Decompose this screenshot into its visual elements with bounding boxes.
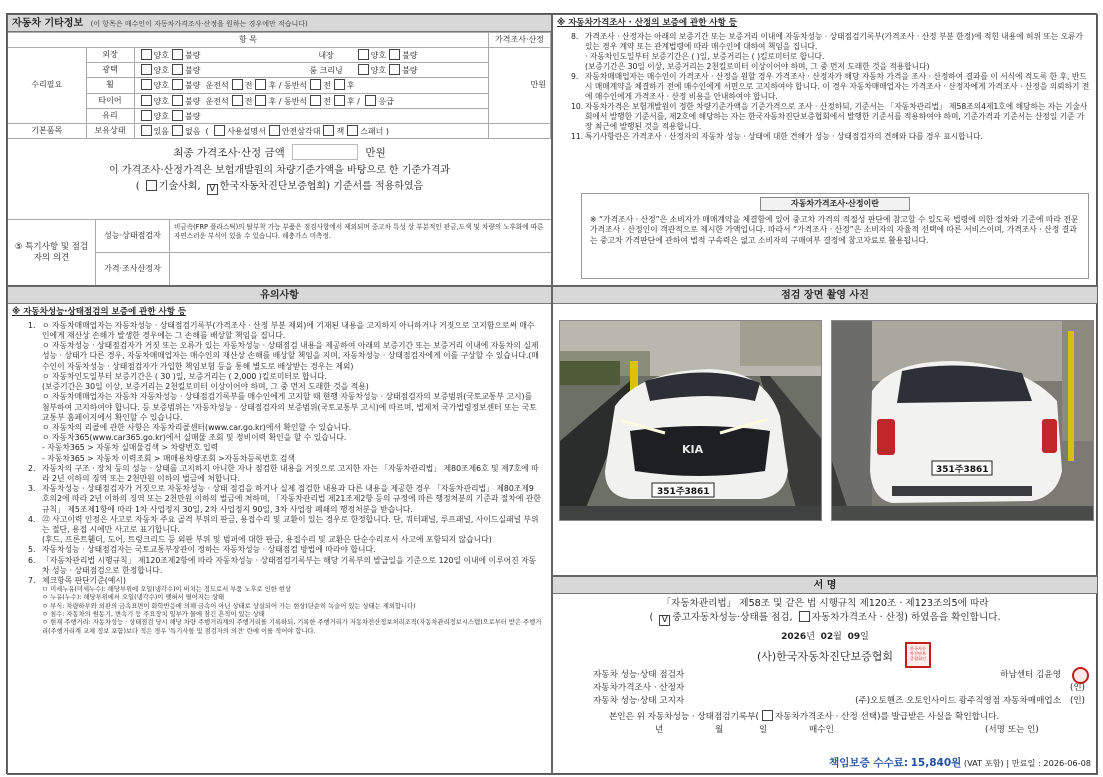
checkbox[interactable]	[389, 49, 400, 60]
warranty-price-item: · 자동차인도일부터 보증기간은 ( )일, 보증거리는 ( )킬로미터로 합니다.	[585, 51, 825, 61]
repair-group: 수리필요	[8, 48, 86, 124]
special-label: ⑤ 특기사항 및 점검자의 의견	[8, 220, 96, 286]
signature-confirm-line: ( V 중고자동차성능·상태를 점검, 자동차가격조사 · 산정) 하였음을 확인합니다.	[649, 612, 1001, 626]
checkbox[interactable]	[172, 79, 183, 90]
notice-item: ㅇ 자동차365(www.car365.go.kr)에서 실매물 조회 및 정비이력 확인을 할 수 있습니다.	[42, 433, 347, 443]
fee-label: 책임보증 수수료:	[829, 756, 908, 769]
org-seal: 한국자동차진단보증협회인	[905, 642, 931, 668]
basic-group: 기본품목	[8, 124, 86, 139]
final-price-row: 최종 가격조사·산정 금액 만원	[8, 144, 551, 160]
criteria-item: ㅇ 누유(누수): 해당부위에서 오일(냉각수)이 맺혀서 떨어지는 상태	[42, 594, 225, 602]
checkbox-checked[interactable]: V	[207, 184, 218, 195]
notice-item: 4. ㉒ 사고이력 인정은 사고로 자동차 주요 골격 부위의 판금, 용접수리 및 교환이 있는 경우로 한정합니다. 단, 쿼터패널, 루프패널, 사이드실패널 부위는 절단, 용접 시에만 사고로 표기합니다.	[28, 514, 539, 534]
checkbox[interactable]	[365, 95, 376, 106]
photo-panel	[552, 286, 1098, 576]
notice-item: - 자동차365 > 자동차 이력조회 > 매매용차량조회 >자동차등록번호 검색	[42, 453, 295, 463]
signature-rows	[553, 670, 1097, 709]
tire-options: 양호 불량 운전석 전 후 / 동반석 전 후 / 응급	[134, 93, 489, 108]
checkbox[interactable]	[141, 95, 152, 106]
checkbox[interactable]	[232, 95, 243, 106]
inspector-stamp	[1072, 667, 1089, 684]
signature-header: 서 명	[553, 577, 1097, 594]
buyer-label: 매수인	[809, 724, 834, 735]
front-brand-logo: KIA	[682, 443, 704, 456]
signature-row: 자동차 성능·상태 고지자 (주)오토핸즈 오토인사이드 광주직영점 자동차매매업소 (인)	[593, 695, 1085, 706]
checkbox[interactable]	[141, 79, 152, 90]
gloss-options: 양호 불량 룸 크리닝 양호 불량	[134, 63, 489, 78]
checkbox[interactable]	[172, 125, 183, 136]
fee-row: 책임보증 수수료: 15,840원 (VAT 포함) | 만료일 : 2026-06-08	[829, 756, 1091, 769]
glass-options: 양호 불량	[134, 108, 489, 123]
warranty-price-panel	[552, 14, 1098, 286]
checkbox[interactable]	[323, 125, 334, 136]
expiry-date: 만료일 : 2026-06-08	[1011, 757, 1091, 768]
notice-item: ㅇ 자동차인도일부터 보증기간은 ( 30 )일, 보증거리는 ( 2,000 )킬로미터로 합니다.	[42, 371, 328, 381]
exterior-label: 외장	[86, 48, 134, 63]
wheel-label: 휠	[86, 78, 134, 93]
checkbox[interactable]	[141, 110, 152, 121]
buyer-sign-row: 년 월 일 매수인 (서명 또는 인)	[655, 724, 1039, 735]
wheel-options: 양호 불량 운전석 전 후 / 동반석 전 후	[134, 78, 489, 93]
warranty-price-item: (보증기간은 30일 이상, 보증거리는 2천킬로미터 이상이어야 하며, 그 중 먼저 도래한 것을 적용합니다)	[585, 61, 930, 71]
tire-label: 타이어	[86, 93, 134, 108]
notice-item: (보증기간은 30일 이상, 보증거리는 2천킬로미터 이상이어야 하며, 그 중 먼저 도래한 것을 적용)	[42, 382, 369, 392]
checkbox[interactable]	[172, 110, 183, 121]
checkbox[interactable]	[146, 180, 157, 191]
car-info-title: 자동차 기타정보	[12, 18, 84, 29]
car-info-note: (이 항목은 매수인이 자동차가격조사·산정을 원하는 경우에만 적습니다)	[90, 20, 308, 28]
checkbox[interactable]	[172, 95, 183, 106]
checkbox[interactable]	[172, 64, 183, 75]
criteria-item: ㅇ 침수: 자동차의 원동기, 변속기 등 주요장치 일부가 물에 잠긴 흔적이 있는 상태	[42, 611, 265, 619]
checkbox[interactable]	[141, 49, 152, 60]
notice-item: (후드, 프론트휀더, 도어, 트렁크리드 등 외판 부위 및 범퍼에 대한 판금, 용접수리 및 교환은 단순수리로서 사고에 포함되지 않습니다)	[42, 535, 492, 545]
fee-value: 15,840원	[910, 756, 962, 769]
checkbox[interactable]	[334, 95, 345, 106]
notice-item: - 자동차365 > 자동차 실매물검색 > 차량번호 입력	[42, 443, 219, 453]
checkbox[interactable]	[334, 79, 345, 90]
front-plate: 351주3861	[657, 487, 710, 497]
warranty-price-items	[553, 32, 1097, 142]
possession-options: 있음 없음 ( 사용설명서 안전삼각대 잭 스패너 )	[134, 124, 489, 139]
notice-item: 1. ㅇ 자동차매매업자는 자동차성능 · 상태점검기록부(가격조사 · 산정 부분 제외)에 기재된 내용을 고지하지 아니하거나 거짓으로 고지함으로써 매수인에게 재산상 손해가 발생한 경우에는 그 손해를 배상할 책임을 집니다.	[28, 320, 535, 341]
notice-item: 5. 자동차성능 · 상태점검자는 국토교통부장관이 정하는 자동차성능 · 상태점검 방법에 따라야 합니다.	[28, 545, 376, 555]
inspection-document	[6, 13, 1097, 774]
notice-header: 유의사항	[8, 287, 551, 304]
checkbox[interactable]	[141, 125, 152, 136]
pricer-label: 가격·조사산정자	[96, 253, 170, 286]
price-definition-box	[581, 193, 1089, 279]
signature-date: 2026년 02월 09일	[781, 632, 869, 643]
warranty-price-item: 11. 특기사항란은 가격조사 · 산정자의 자동차 성능 · 상태에 대한 견해가 성능 · 상태점검자의 견해와 다를 경우 표시합니다.	[571, 131, 983, 141]
interior-label: 내장	[318, 51, 334, 60]
car-info-panel	[7, 14, 552, 286]
criteria-item: ㅇ 부식: 차량하부와 외판의 금속표면이 화학반응에 의해 금속이 아닌 상태로 상실되어 가는 현상(단순히 녹슬어 있는 상태는 제외합니다)	[42, 602, 416, 610]
notice-item: ㅇ 자동차매매업자는 자동차 자동차성능 · 상태점검기록부를 매수인에게 고지할 때 현행 자동차성능 · 상태점검자의 보증범위(국토교통부 고시)를 첨부하여 고지하여야 합니다. 등 보증범위는 '자동차성능 · 상태점검자의 보증범위(국토교통부 고시)에 따르며, 법제처 국가법령정보센터 또는 국토교통부 홈페이지에서 확인할 수 있습니다.	[42, 392, 537, 422]
warranty-price-item: 9. 자동차매매업자는 매수인이 가격조사 · 산정을 원할 경우 가격조사 · 산정자가 해당 자동차 가격을 조사 · 산정하여 결과를 이 서식에 적도록 한 후, 반드시 매매계약을 체결하기 전에 매수인에게 서면으로 고지하여야 합니다. 이 경우 자동차매매업자는 가격조사 · 산정자에게 가격조사 · 산정을 의뢰하기 전에 매수인에게 가격조사 · 산정 비용을 안내하여야 합니다.	[571, 71, 1090, 101]
price-basis-line1: 이 가격조사·산정가격은 보험개발원의 차량기준가액을 바탕으로 한 기준가격과	[108, 164, 451, 176]
notice-title: ※ 자동차성능·상태점검의 보증에 관한 사항 등	[12, 307, 187, 317]
criteria-item: ㅇ 현재 주행거리: 자동차성능 · 상태점검 당시 해당 차량 주행거리계의 주행거리를 기록하되, 기록한 주행거리가 자동차전산정보처리조직(자동차관리정보시스템)으로부터 받은 주행거리(주행거리계 교체 정보 포함)보다 적은 경우 '특기사항 및 점검자의 의견' 란에 이를 적어야 합니다.	[42, 619, 542, 635]
glass-label: 유리	[86, 108, 134, 123]
warranty-price-item: 8. 가격조사 · 산정자는 아래의 보증기간 또는 보증거리 이내에 자동차성능 · 상태점검기록부(가격조사 · 산정 부분 한정)에 적힌 내용에 허위 또는 오류가 있는 경우 계약 또는 관계법령에 따라 매수인에 대하여 책임을 집니다.	[571, 31, 1083, 51]
warranty-price-title: ※ 자동차가격조사 · 산정의 보증에 관한 사항 등	[557, 18, 738, 28]
inspector-opinion: 비금속(FRP 플라스틱)의 탈부착 가능 부품은 점검사항에서 제외되며 중고차 특성 상 부분적인 판금,도색 및 차량의 노후화에 따른 자연스러운 부식이 있을 수 있습니다. 해충가스 미측정.	[170, 220, 551, 253]
organization-name: (사)한국자동차진단보증협회	[756, 649, 894, 663]
item-header: 항 목	[8, 33, 489, 48]
room-label: 룸 크리닝	[309, 66, 343, 76]
possession-label: 보유상태	[86, 124, 134, 139]
checkbox[interactable]	[347, 125, 358, 136]
checkbox[interactable]	[389, 64, 400, 75]
notice-item: ㅇ 자동차성능 · 상태점검자가 거짓 또는 오류가 있는 자동차성능 · 상태점검 내용을 제공하여 아래의 보증기간 또는 보증거리 이내에 자동차의 실제 성능 · 상태가 다른 경우, 자동차매매업자는 매수인의 재산상 손해를 배상할 책임을 지며, 자동차성능 · 상태점검자에게 이를 구상할 수 있습니다.(매수인이 자동차성능 · 상태점검자가 가입한 책임보험 등을 통해 별도로 배상받는 경우는 제외)	[42, 341, 539, 371]
checkbox[interactable]	[358, 64, 369, 75]
gloss-label: 광택	[86, 63, 134, 78]
price-value: 만원	[489, 48, 551, 124]
signature-row: 자동차 성능·상태 점검자 하남센터 김윤영	[553, 670, 1097, 683]
definition-text: ※ “가격조사 · 산정”은 소비자가 매매계약을 체결함에 있어 중고차 가격의 적절성 판단에 참고할 수 있도록 법령에 의한 절차와 기준에 따라 전문 가격조사 · 산정인이 객관적으로 제시한 가액입니다. 따라서 “가격조사 · 산정”은 소비자의 자율적 선택에 따른 서비스이며, 가격조사 · 산정 결과는 중고차 가격판단에 관하여 법적 구속력은 없고 소비자의 구매여부 결정에 참고자료로 활용됩니다.	[590, 215, 1079, 245]
rear-plate: 351주3861	[936, 465, 989, 475]
signature-law-line: 「자동차관리법」 제58조 및 같은 법 시행규칙 제120조 · 제123조의5에 따라	[661, 598, 989, 609]
signature-org-row	[553, 645, 1097, 664]
signature-panel	[552, 576, 1098, 775]
notice-item: 6. 「자동차관리법 시행규칙」 제120조제2항에 따라 자동차성능 · 상태점검기록부는 해당 기록부의 발급일을 기준으로 120일 이내에 이루어진 자동차 성능 · 상태점검으로 한정합니다.	[28, 555, 537, 575]
special-notes	[8, 219, 551, 286]
checkbox[interactable]	[269, 125, 280, 136]
final-price-input[interactable]	[292, 144, 358, 160]
notice-items	[8, 321, 551, 586]
checkbox[interactable]	[232, 79, 243, 90]
checkbox[interactable]	[172, 49, 183, 60]
criteria-list	[8, 586, 551, 636]
exterior-options: 양호 불량 내장 양호 불량	[134, 48, 489, 63]
repair-table	[8, 32, 551, 139]
notice-item: 3. 자동차성능 · 상태점검자가 거짓으로 자동차성능 · 상태 점검을 하거나 실제 점검한 내용과 다른 내용을 제공한 경우 「자동차관리법」 제80조제9호의2에 따라 2년 이하의 징역 또는 2천만원 이하의 벌금에 처하며, 「자동차관리법 제21조제2항 등의 규정에 따른 행정처분의 기준과 절차에 관한 규칙」 제5조제1항에 따라 1차 사업정지 30일, 2차 사업정지 90일, 3차 사업장 폐쇄의 행정처분을 받습니다.	[28, 484, 541, 514]
rear-car-photo	[831, 320, 1094, 521]
checkbox[interactable]	[141, 64, 152, 75]
price-header: 가격조사·산정	[489, 33, 551, 48]
checkbox[interactable]	[214, 125, 225, 136]
price-basis-line2: ( 기술사회, V 한국자동차진단보증협회) 기준서를 적용하였음	[135, 180, 424, 194]
checkbox[interactable]	[255, 95, 266, 106]
checkbox[interactable]	[358, 49, 369, 60]
buyer-confirm-line: 본인은 위 자동차성능 · 상태점검기록부( 자동차가격조사 · 산정 선택)를 발급받은 사실을 확인합니다.	[609, 711, 1000, 722]
checkbox[interactable]	[310, 95, 321, 106]
notice-item: ㅇ 자동차의 리콜에 관한 사항은 자동차리콜센터(www.car.go.kr)에서 확인할 수 있습니다.	[42, 422, 352, 432]
warranty-price-item: 10. 자동차가격은 보험개발원이 정한 차량기준가액을 기준가격으로 조사 · 산정하되, 기준서는 「자동차관리법」 제58조의4제1호에 해당하는 자는 기술사회에서 발행한 기준서를, 제2호에 해당하는 자는 한국자동차진단보증협회에서 발행한 기준서를 적용하여야 하며, 기준가격과 기준서는 산정일 기준 가장 최근에 발행된 것을 적용합니다.	[571, 101, 1088, 131]
criteria-item: ㅁ 미세누유(미세누수): 해당부위에 오일(냉각수)이 비치는 정도로서 부품 노후로 인한 현상	[42, 586, 291, 594]
inspector-label: 성능·상태점검자	[96, 220, 170, 253]
checkbox-checked[interactable]: V	[659, 615, 670, 626]
final-price-label: 최종 가격조사·산정 금액	[173, 147, 285, 160]
buyer-signature-field[interactable]: (서명 또는 인)	[985, 724, 1039, 735]
notice-panel	[7, 286, 552, 775]
car-info-header	[8, 15, 551, 32]
notice-item: 7. 체크항목 판단기준(예시)	[28, 575, 126, 585]
front-car-photo	[559, 320, 822, 521]
notice-item: 2. 자동차의 구조 · 장치 등의 성능 · 상태를 고지하지 아니한 자나 점검한 내용을 거짓으로 고지한 자는 「자동차관리법」 제80조제6호 및 제7호에 따라 2년 이하의 징역 또는 2천만원 이하의 벌금에 처합니다.	[28, 463, 539, 483]
signature-row: 자동차가격조사 · 산정자 (인)	[593, 682, 1085, 693]
photo-header: 점검 장면 촬영 사진	[553, 287, 1097, 304]
checkbox[interactable]	[255, 79, 266, 90]
checkbox[interactable]	[310, 79, 321, 90]
checkbox[interactable]	[762, 710, 773, 721]
definition-title: 자동차가격조사·산정이란	[760, 197, 910, 211]
checkbox[interactable]	[799, 611, 810, 622]
